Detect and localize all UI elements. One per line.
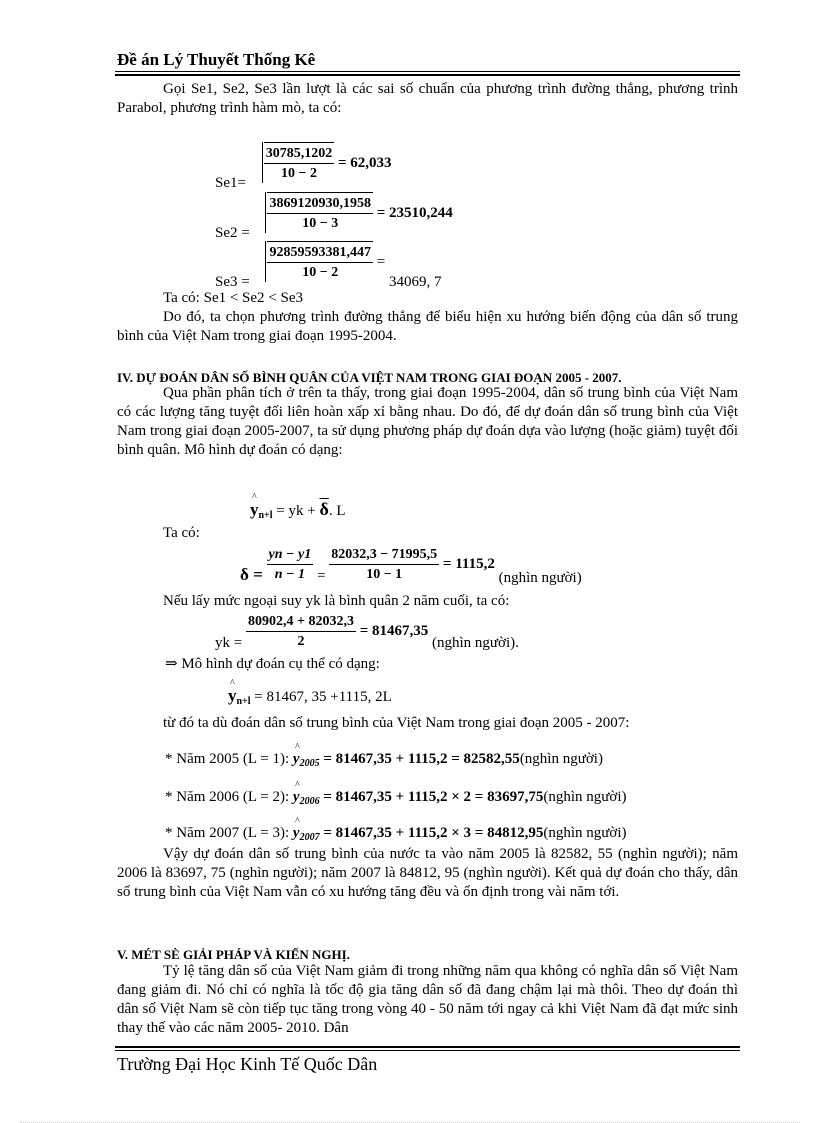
yk-unit: (nghìn người).: [432, 634, 519, 651]
year-unit: (nghìn người): [519, 751, 603, 767]
yk-value: = 81467,35: [359, 622, 429, 639]
yk-formula: [215, 612, 519, 653]
se2-equation: [215, 192, 453, 243]
specific-rhs: = 81467, 35 +1115, 2L: [254, 689, 392, 705]
delta-value: = 1115,2: [442, 555, 495, 572]
se3-label: Se3 =: [215, 273, 250, 290]
delta-unit: (nghìn người): [498, 569, 582, 586]
section-5-heading: V. MÉT SÈ GIẢI PHÁP VÀ KIẾN NGHỊ.: [117, 947, 350, 962]
se3-numerator: 92859593381,447: [267, 243, 373, 263]
delta-formula: [240, 545, 582, 588]
model-arrow-line: ⇒ Mô hình dự đoán cụ thể có dạng:: [165, 656, 380, 672]
se2-numerator: 3869120930,1958: [267, 194, 373, 214]
year-row-2007: [165, 824, 627, 847]
year-row-2005: [165, 750, 603, 773]
se-comparison: Ta có: Se1 < Se2 < Se3: [163, 290, 304, 306]
se3-equals: =: [376, 253, 386, 270]
year-y-hat: ^ y: [293, 750, 300, 769]
se1-numerator: 30785,1202: [264, 144, 335, 164]
delta-f1-numerator: yn − y1: [267, 545, 314, 565]
footer-rule-top: [115, 1046, 740, 1048]
from-text-line: từ đó ta dù đoán dân số trung bình của Việt Nam trong giai đoạn 2005 - 2007:: [163, 715, 630, 731]
specific-y-subscript: n+l: [236, 696, 251, 707]
year-subscript: 2006: [299, 796, 320, 807]
delta-fraction-2: [329, 545, 439, 584]
year-expression: = 81467,35 + 1115,2 = 82582,55: [323, 751, 520, 767]
year-row-2006: [165, 788, 627, 811]
se1-label: Se1=: [215, 174, 246, 191]
forecast-L: . L: [328, 503, 346, 519]
forecast-model-formula: [250, 500, 345, 525]
header-rule-bottom: [115, 74, 740, 76]
se2-value: = 23510,244: [376, 204, 453, 221]
year-subscript: 2005: [299, 758, 320, 769]
forecast-y-subscript: n+l: [258, 510, 273, 521]
se2-sqrt: [253, 192, 373, 233]
delta-equals: =: [316, 567, 326, 584]
forecast-delta-bar: $\overline{\delta}$: [319, 499, 329, 519]
specific-y-hat: ^ y: [228, 686, 237, 705]
intro-paragraph: Gọi Se1, Se2, Se3 lần lượt là các sai số chuẩn của phương trình đường thẳng, phương trình Parabol, phương trình hàm mò, ta có:: [117, 81, 738, 116]
summary-paragraph: Vậy dự đoán dân số trung bình của nước ta vào năm 2005 là 82582, 55 (nghìn người); năm 2006 là 83697, 75 (nghìn người); năm 2007 là 84812, 95 (nghìn người). Kết quả dự đoán cho thấy, dân số trung bình của Việt Nam vẫn có xu hướng tăng đều và ổn định trong vài năm tới.: [117, 846, 738, 900]
footer-rule-bottom: [115, 1050, 740, 1051]
se3-value: 34069, 7: [388, 273, 442, 290]
year-expression: = 81467,35 + 1115,2 × 2 = 83697,75: [323, 789, 544, 805]
section-4-heading: IV. DỰ ĐOÁN DÂN SỐ BÌNH QUÂN CỦA VIỆT NAM TRONG GIAI ĐOẠN 2005 - 2007.: [117, 370, 622, 385]
year-label: * Năm 2006 (L = 2):: [165, 789, 290, 805]
se1-value: = 62,033: [337, 154, 392, 171]
year-y-hat: ^ y: [293, 788, 300, 807]
se3-denominator: 10 − 2: [302, 265, 339, 280]
page-header-title: Đề án Lý Thuyết Thống Kê: [117, 50, 316, 69]
year-unit: (nghìn người): [543, 789, 627, 805]
year-subscript: 2007: [299, 832, 320, 843]
se1-denominator: 10 − 2: [280, 166, 317, 181]
delta-f2-denominator: 10 − 1: [366, 567, 403, 582]
section-5-paragraph: Tỷ lệ tăng dân số của Việt Nam giảm đi trong những năm qua không có nghĩa dân số Việt Nam đang giảm đi. Nó chỉ có nghĩa là tốc độ gia tăng dân số đã đang chậm lại mà thôi. Theo dự đoán thì dân số Việt Nam sẽ còn tiếp tục tăng trong vòng 40 - 50 năm tới ngay cả khi Việt Nam đã đạt mức sinh thay thế vào các năm 2005- 2010. Dân: [117, 963, 738, 1036]
year-expression: = 81467,35 + 1115,2 × 3 = 84812,95: [323, 825, 544, 841]
se3-equation: [215, 241, 441, 292]
se2-denominator: 10 − 3: [302, 216, 339, 231]
header-rule-top: [115, 71, 740, 72]
delta-f1-denominator: n − 1: [274, 567, 305, 582]
yk-label: yk =: [215, 634, 243, 651]
se2-label: Se2 =: [215, 224, 250, 241]
yk-fraction: [246, 612, 356, 651]
year-y-hat: ^ y: [293, 824, 300, 843]
taco-label: Ta có:: [163, 525, 200, 541]
year-unit: (nghìn người): [543, 825, 627, 841]
conclusion-paragraph: Do đó, ta chọn phương trình đường thẳng để biểu hiện xu hướng biến động của dân số trung bình của Việt Nam trong giai đoạn 1995-2004.: [117, 309, 738, 344]
section-4-paragraph: Qua phần phân tích ở trên ta thấy, trong giai đoạn 1995-2004, dân số trung bình của Việt Nam có các lượng tăng tuyệt đối liên hoàn xấp xỉ bằng nhau. Do đó, để dự đoán dân số trung bình của Việt Nam trong giai đoạn 2005-2007, ta sử dụng phương pháp dự đoán dựa vào lượng (hoặc giảm) tuyệt đối bình quân. Mô hình dự đoán có dạng:: [117, 385, 738, 458]
forecast-y-hat: ^ y: [250, 500, 259, 519]
yk-numerator: 80902,4 + 82032,3: [246, 612, 356, 632]
delta-symbol: δ =: [240, 564, 263, 584]
delta-f2-numerator: 82032,3 − 71995,5: [329, 545, 439, 565]
specific-model-formula: [228, 686, 392, 711]
delta-fraction-1: [267, 545, 314, 584]
yk-denominator: 2: [297, 634, 305, 649]
year-label: * Năm 2005 (L = 1):: [165, 751, 290, 767]
se1-sqrt: [250, 142, 335, 183]
page-footer-title: Trường Đại Học Kinh Tế Quốc Dân: [117, 1054, 378, 1074]
year-label: * Năm 2007 (L = 3):: [165, 825, 290, 841]
forecast-rhs: = yk +: [276, 503, 316, 519]
se3-sqrt: [253, 241, 373, 282]
ngoai-suy-line: Nếu lấy mức ngoại suy yk là bình quân 2 năm cuối, ta có:: [163, 593, 510, 609]
se1-equation: [215, 142, 392, 193]
